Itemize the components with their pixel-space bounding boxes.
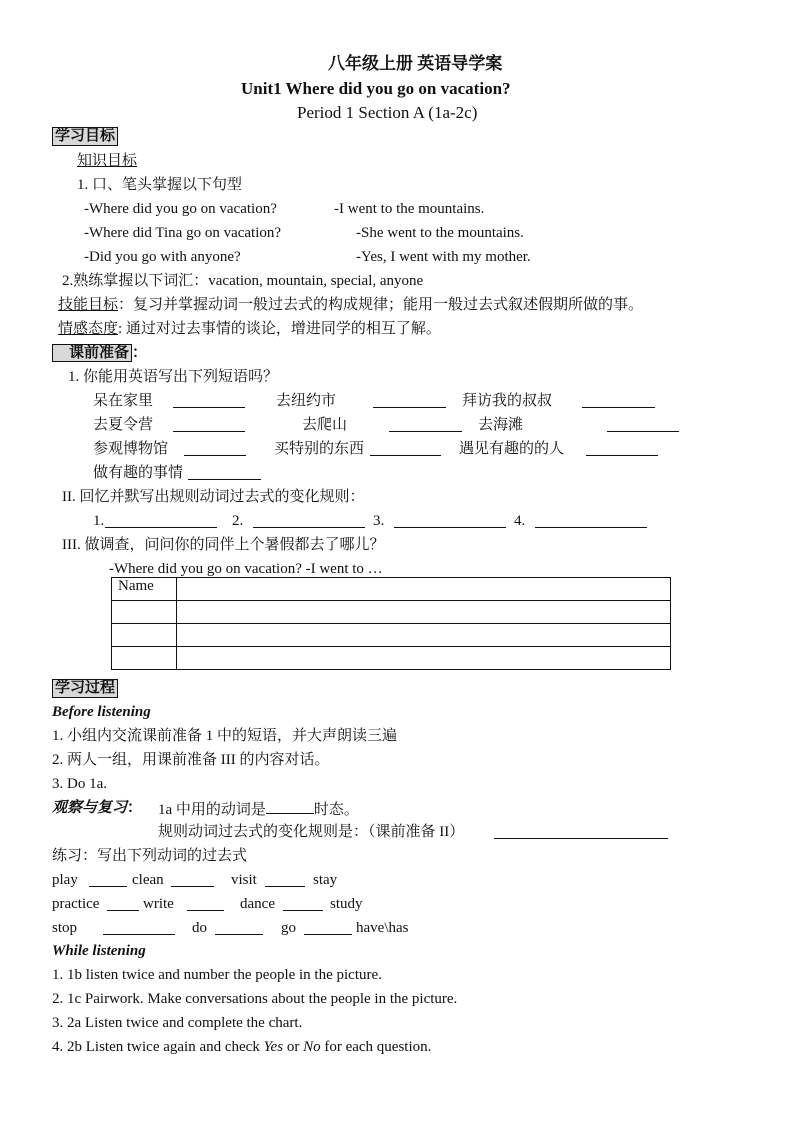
answer-blank[interactable] (394, 513, 506, 528)
sentence-a: -She went to the mountains. (356, 225, 524, 241)
phrase-item: 去夏令营 (93, 417, 154, 433)
skill-goal-text: ：复习并掌握动词一般过去式的构成规律；能用一般过去式叙述假期所做的事。 (118, 297, 644, 313)
unit-title: Unit1 Where did you go on vacation? (241, 79, 511, 98)
table-row (112, 601, 671, 624)
answer-blank[interactable] (173, 417, 245, 432)
prep-question-2: II. 回忆并默写出规则动词过去式的变化规则： (62, 489, 365, 505)
section-heading-prep: 课前准备 (52, 344, 132, 362)
emotion-goal-text: : 通过对过去事情的谈论，增进同学的相互了解。 (118, 321, 441, 337)
verb-word: have\has (356, 920, 409, 936)
emotion-goal (58, 320, 441, 338)
answer-blank[interactable] (582, 393, 655, 408)
process-item: 2. 两人一组，用课前准备 III 的内容对话。 (52, 752, 330, 768)
table-cell[interactable] (112, 624, 177, 647)
goal-item-1: 1. 口、笔头掌握以下句型 (77, 177, 243, 193)
before-listening-heading: Before listening (52, 704, 151, 720)
process-item: 4. 2b Listen twice again and check Yes or No for each question. (52, 1039, 432, 1055)
sentence-q: -Did you go with anyone? (84, 249, 241, 265)
verb-word: go (281, 920, 296, 936)
phrase-item: 参观博物馆 (93, 441, 169, 457)
emotion-goal-label: 情感态度 (58, 321, 119, 337)
observe-rule: 规则动词过去式的变化规则是：（课前准备 II） (158, 824, 465, 840)
phrase-item: 去爬山 (302, 417, 348, 433)
sentence-q: -Where did Tina go on vacation? (84, 225, 282, 241)
answer-blank[interactable] (607, 417, 679, 432)
rule-number: 2. (232, 513, 244, 529)
answer-blank[interactable] (215, 920, 263, 935)
prep-question-3: III. 做调查，问问你的同伴上个暑假都去了哪儿？ (62, 537, 385, 553)
observe-label: 观察与复习 (52, 800, 128, 816)
answer-blank[interactable] (173, 393, 245, 408)
sentence-a: -Yes, I went with my mother. (356, 249, 531, 265)
sentence-a: -I went to the mountains. (334, 201, 485, 217)
prep-question-1: 1. 你能用英语写出下列短语吗？ (68, 369, 279, 385)
table-cell[interactable] (177, 647, 671, 670)
sentence-q: -Where did you go on vacation? (84, 201, 277, 217)
practice-label: 练习：写出下列动词的过去式 (52, 848, 248, 864)
rule-number: 1. (93, 513, 105, 529)
phrase-item: 呆在家里 (93, 393, 154, 409)
verb-word: do (192, 920, 207, 936)
while-listening-heading: While listening (52, 943, 146, 959)
observe-line: 观察与复习： (52, 800, 143, 816)
answer-blank[interactable] (265, 872, 305, 887)
rule-number: 4. (514, 513, 526, 529)
answer-blank[interactable] (494, 824, 668, 839)
table-row (112, 578, 671, 601)
answer-blank[interactable] (105, 513, 217, 528)
section-heading-process: 学习过程 (52, 679, 118, 698)
phrase-item: 做有趣的事情 (93, 465, 184, 481)
answer-blank[interactable] (304, 920, 352, 935)
table-header-name: Name (112, 578, 177, 601)
observe-1a: 1a 中用的动词是 时态。 (158, 799, 359, 819)
table-cell[interactable] (177, 578, 671, 601)
verb-word: visit (231, 872, 257, 888)
survey-table (111, 577, 671, 670)
answer-blank[interactable] (266, 799, 314, 814)
survey-prompt: -Where did you go on vacation? -I went to … (109, 561, 383, 577)
section-heading-prep-wrap: 课前准备 ： (52, 344, 147, 362)
table-cell[interactable] (177, 601, 671, 624)
verb-word: stop (52, 920, 78, 936)
answer-blank[interactable] (389, 417, 462, 432)
answer-blank[interactable] (107, 896, 139, 911)
answer-blank[interactable] (188, 465, 261, 480)
phrase-item: 遇见有趣的的人 (459, 441, 565, 457)
process-item: 3. Do 1a. (52, 776, 107, 792)
process-item: 2. 1c Pairwork. Make conversations about the people in the picture. (52, 991, 458, 1007)
verb-word: study (330, 896, 363, 912)
answer-blank[interactable] (283, 896, 323, 911)
answer-blank[interactable] (103, 920, 175, 935)
phrase-item: 去纽约市 (276, 393, 337, 409)
answer-blank[interactable] (184, 441, 246, 456)
answer-blank[interactable] (535, 513, 647, 528)
process-item: 1. 小组内交流课前准备 1 中的短语，并大声朗读三遍 (52, 728, 398, 744)
process-item: 3. 2a Listen twice and complete the chart. (52, 1015, 303, 1031)
knowledge-goal-label: 知识目标 (77, 153, 138, 169)
period-subtitle: Period 1 Section A (1a-2c) (297, 103, 478, 122)
table-cell[interactable] (112, 601, 177, 624)
table-row (112, 647, 671, 670)
goal-item-2: 2.熟练掌握以下词汇：vacation, mountain, special, anyone (62, 273, 424, 289)
page-title: 八年级上册 英语导学案 (328, 54, 503, 73)
table-cell[interactable] (112, 647, 177, 670)
answer-blank[interactable] (187, 896, 224, 911)
verb-word: play (52, 872, 78, 888)
phrase-item: 去海滩 (478, 417, 524, 433)
answer-blank[interactable] (586, 441, 658, 456)
section-heading-goals: 学习目标 (52, 127, 118, 146)
phrase-item: 拜访我的叔叔 (462, 393, 553, 409)
verb-word: dance (240, 896, 275, 912)
answer-blank[interactable] (171, 872, 214, 887)
verb-word: clean (132, 872, 164, 888)
answer-blank[interactable] (89, 872, 127, 887)
verb-word: write (143, 896, 174, 912)
table-cell[interactable] (177, 624, 671, 647)
answer-blank[interactable] (373, 393, 446, 408)
table-row (112, 624, 671, 647)
verb-word: practice (52, 896, 100, 912)
rule-number: 3. (373, 513, 385, 529)
answer-blank[interactable] (370, 441, 441, 456)
skill-goal (58, 296, 643, 314)
process-item: 1. 1b listen twice and number the people in the picture. (52, 967, 382, 983)
phrase-item: 买特别的东西 (274, 441, 365, 457)
skill-goal-label: 技能目标 (58, 297, 119, 313)
answer-blank[interactable] (253, 513, 365, 528)
verb-word: stay (313, 872, 338, 888)
